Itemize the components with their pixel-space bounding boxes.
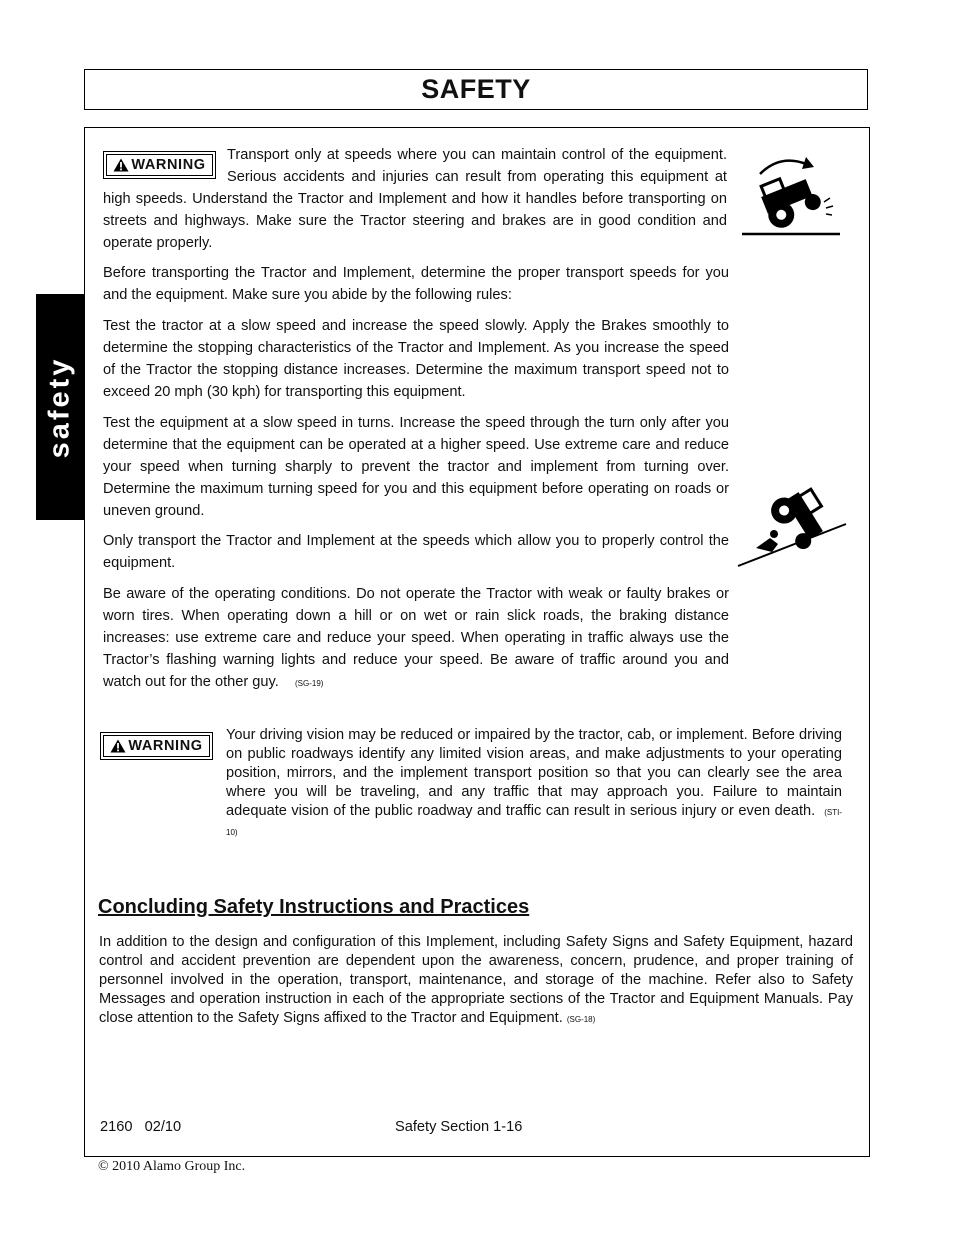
warning-label: WARNING	[128, 738, 203, 754]
page-title: SAFETY	[421, 74, 531, 104]
transport-paragraph-3: Test the tractor at a slow speed and increase the speed slowly. Apply the Brakes smoothly to determine the stopping characteristics of the Tractor and Implement. As you increase the speed of the Tractor the stopping distance increases. Determine the maximum transport speed not to exceed 20 mph (30 kph) for transporting this equipment.	[103, 318, 729, 400]
vision-warning-text: Your driving vision may be reduced or impaired by the tractor, cab, or implement. Before driving on public roadways identify any limited vision areas, and make adjustments to your operating position, mirrors, and the implement transport position so that you can clearly see the area where you will be traveling, and any traffic that may approach you. Failure to maintain adequate vision of the public roadway and traffic can result in serious injury or even death. (STI-10)	[226, 727, 842, 837]
transport-paragraph-5: Only transport the Tractor and Implement at the speeds which allow you to properly control the equipment.	[103, 533, 729, 571]
warning-triangle-icon	[110, 739, 126, 753]
section-side-tab	[36, 294, 84, 520]
tractor-rollover-illustration	[740, 152, 844, 238]
copyright-notice: © 2010 Alamo Group Inc.	[98, 1159, 246, 1174]
footer-doc-id: 2160 02/10	[100, 1119, 182, 1135]
reference-code: (STI-10)	[226, 808, 842, 837]
badge-spacer	[103, 144, 227, 168]
concluding-paragraph: In addition to the design and configuration of this Implement, including Safety Signs and Safety Equipment, hazard control and accident prevention are dependent upon the awareness, concern, prudence, and proper training of personnel involved in the operation, transport, maintenance, and storage of the machine. Refer also to Safety Messages and operation instruction in each of the appropriate sections of the Tractor and Equipment Manuals. Pay close attention to the Safety Signs affixed to the Tractor and Equipment. (SG-18)	[99, 934, 853, 1026]
page-header	[84, 69, 868, 110]
reference-code: (SG-19)	[295, 679, 324, 688]
warning-badge-vision	[100, 732, 213, 760]
footer-page-label: Safety Section 1-16	[395, 1119, 523, 1135]
transport-paragraph-6: Be aware of the operating conditions. Do not operate the Tractor with weak or faulty brakes or worn tires. When operating down a hill or on wet or rain slick roads, the braking distance increases: use extreme care and reduce your speed. When operating in traffic always use the Tractor’s flashing warning lights and reduce your speed. Be aware of traffic around you and watch out for the other guy. (SG-19)	[103, 586, 729, 690]
side-tab-label: safety	[43, 356, 76, 458]
warning-label: WARNING	[131, 157, 206, 173]
transport-paragraph-2: Before transporting the Tractor and Implement, determine the proper transport speeds for you and the equipment. Make sure you abide by the following rules:	[103, 265, 729, 303]
transport-warning-text: Transport only at speeds where you can maintain control of the equipment. Serious accidents and injuries can result from operating this equipment at high speeds. Understand the Tractor and Implement and how it handles before transporting on streets and highways. Make sure the Tractor steering and brakes are in good condition and operate properly.	[103, 144, 727, 254]
section-heading: Concluding Safety Instructions and Practices	[98, 896, 530, 918]
tractor-slope-overturn-illustration	[736, 462, 848, 570]
reference-code: (SG-18)	[566, 1015, 596, 1024]
transport-paragraph-4: Test the equipment at a slow speed in turns. Increase the speed through the turn only after you determine that the equipment can be operated at a higher speed. Use extreme care and reduce your speed when turning sharply to prevent the tractor and implement from turning over. Determine the maximum turning speed for you and this equipment before operating on roads or uneven ground.	[103, 415, 729, 519]
